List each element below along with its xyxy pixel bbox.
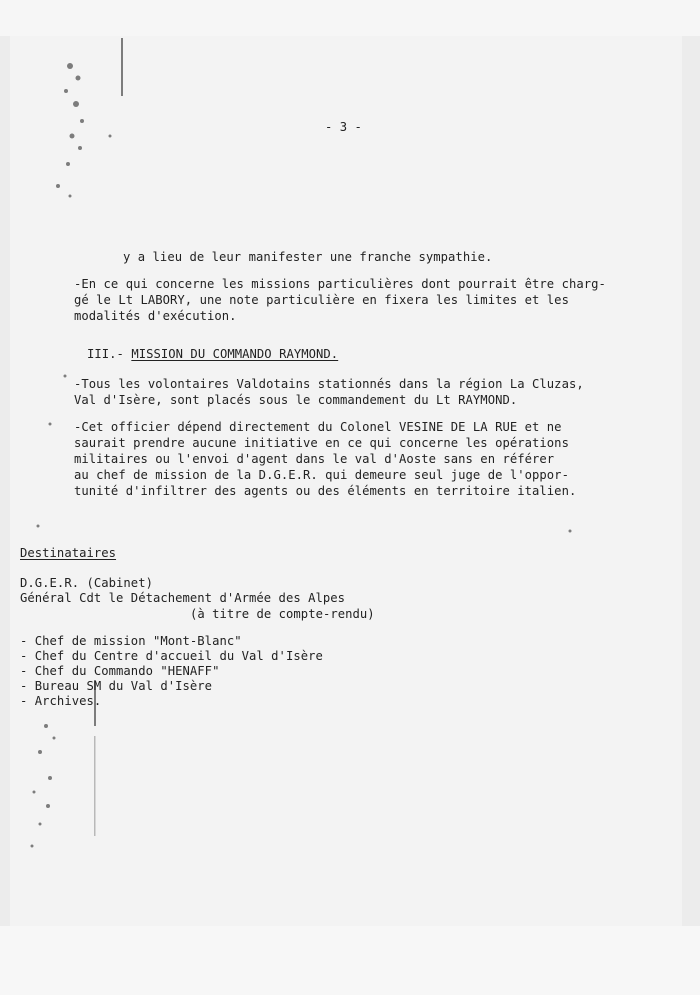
ink-speck bbox=[56, 184, 60, 188]
ink-speck bbox=[48, 776, 52, 780]
ink-speck bbox=[64, 89, 68, 93]
ink-speck bbox=[38, 750, 42, 754]
recipient-copy: - Bureau SM du Val d'Isère bbox=[20, 679, 213, 693]
scan-top-margin bbox=[0, 0, 700, 36]
ink-speck bbox=[46, 804, 50, 808]
ink-speck bbox=[76, 76, 81, 81]
ink-speck bbox=[33, 791, 36, 794]
recipient-copy: - Chef du Centre d'accueil du Val d'Isère bbox=[20, 649, 323, 663]
section-number: III.- bbox=[87, 347, 132, 361]
recipient-primary-note: (à titre de compte-rendu) bbox=[190, 607, 375, 621]
ink-speck bbox=[49, 423, 52, 426]
ink-speck bbox=[67, 63, 73, 69]
left-margin-stroke bbox=[94, 736, 96, 836]
ink-speck bbox=[109, 135, 112, 138]
volunteers-line-1: -Tous les volontaires Valdotains stationnés dans la région La Cluzas, bbox=[74, 377, 584, 391]
ink-speck bbox=[73, 101, 79, 107]
document-page bbox=[10, 36, 682, 926]
officer-line-4: au chef de mission de la D.G.E.R. qui demeure seul juge de l'oppor- bbox=[74, 468, 569, 482]
missions-line-2: gé le Lt LABORY, une note particulière en fixera les limites et les bbox=[74, 293, 569, 307]
recipient-copy: - Chef du Commando "HENAFF" bbox=[20, 664, 220, 678]
officer-line-1: -Cet officier dépend directement du Colonel VESINE DE LA RUE et ne bbox=[74, 420, 562, 434]
ink-speck bbox=[569, 530, 572, 533]
sympathy-line: y a lieu de leur manifester une franche sympathie. bbox=[123, 250, 493, 264]
ink-speck bbox=[69, 195, 72, 198]
page-number: - 3 - bbox=[325, 120, 362, 134]
officer-line-5: tunité d'infiltrer des agents ou des éléments en territoire italien. bbox=[74, 484, 577, 498]
officer-line-3: militaires ou l'envoi d'agent dans le val d'Aoste sans en référer bbox=[74, 452, 555, 466]
left-margin-stroke bbox=[121, 38, 123, 96]
section-heading bbox=[87, 347, 338, 361]
ink-speck bbox=[70, 134, 75, 139]
recipient-primary: D.G.E.R. (Cabinet) bbox=[20, 576, 153, 590]
recipient-copy: - Chef de mission "Mont-Blanc" bbox=[20, 634, 242, 648]
scan-bottom-margin bbox=[0, 926, 700, 995]
volunteers-line-2: Val d'Isère, sont placés sous le commandement du Lt RAYMOND. bbox=[74, 393, 518, 407]
ink-speck bbox=[53, 737, 56, 740]
recipients-heading: Destinataires bbox=[20, 546, 117, 560]
ink-speck bbox=[44, 724, 48, 728]
missions-line-3: modalités d'exécution. bbox=[74, 309, 237, 323]
recipient-copy: - Archives. bbox=[20, 694, 102, 708]
ink-speck bbox=[80, 119, 84, 123]
section-title: MISSION DU COMMANDO RAYMOND. bbox=[131, 347, 339, 361]
missions-line-1: -En ce qui concerne les missions particulières dont pourrait être charg- bbox=[74, 277, 606, 291]
ink-speck bbox=[37, 525, 40, 528]
ink-speck bbox=[78, 146, 82, 150]
ink-speck bbox=[39, 823, 42, 826]
ink-speck bbox=[64, 375, 67, 378]
ink-speck bbox=[66, 162, 70, 166]
recipient-primary: Général Cdt le Détachement d'Armée des Alpes bbox=[20, 591, 346, 605]
ink-speck bbox=[31, 845, 34, 848]
officer-line-2: saurait prendre aucune initiative en ce qui concerne les opérations bbox=[74, 436, 569, 450]
